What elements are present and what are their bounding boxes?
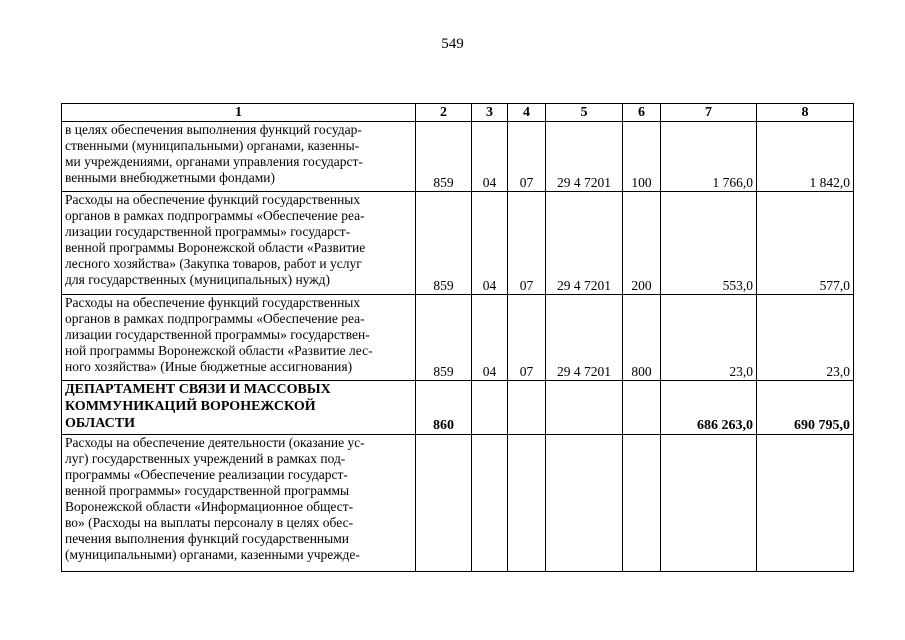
cell-amount-col8: 577,0 <box>757 192 854 295</box>
cell-expense-type: 100 <box>623 122 661 192</box>
cell-amount-col7: 686 263,0 <box>661 381 757 435</box>
department-title: ДЕПАРТАМЕНТ СВЯЗИ И МАССОВЫХ КОММУНИКАЦИЙ ВОРОНЕЖСКОЙ ОБЛАСТИ <box>62 381 416 435</box>
budget-table <box>61 103 854 572</box>
table-header-row <box>62 104 854 122</box>
table-row <box>62 295 854 381</box>
cell-agency-code: 860 <box>416 381 472 435</box>
cell-section: 04 <box>472 295 508 381</box>
department-row <box>62 381 854 435</box>
cell-amount-col7: 1 766,0 <box>661 122 757 192</box>
column-header: 6 <box>623 104 661 122</box>
page-number: 549 <box>441 36 464 52</box>
cell-expense-type <box>623 381 661 435</box>
cell-target-article <box>546 381 623 435</box>
column-header: 8 <box>757 104 854 122</box>
table-row <box>62 192 854 295</box>
column-header: 1 <box>62 104 416 122</box>
column-header: 5 <box>546 104 623 122</box>
cell-expense-type: 200 <box>623 192 661 295</box>
cell-amount-col7: 23,0 <box>661 295 757 381</box>
cell-section <box>472 381 508 435</box>
cell-agency-code: 859 <box>416 295 472 381</box>
column-header: 2 <box>416 104 472 122</box>
cell-subsection: 07 <box>508 192 546 295</box>
cell-agency-code: 859 <box>416 192 472 295</box>
cell-target-article: 29 4 7201 <box>546 122 623 192</box>
cell-amount-col8: 690 795,0 <box>757 381 854 435</box>
cell-target-article: 29 4 7201 <box>546 295 623 381</box>
cell-amount-col8 <box>757 435 854 572</box>
row-description: в целях обеспечения выполнения функций государ- ственными (муниципальными) органами, казенны- ми учреждениями, органами управления государст- венными внебюджетными фондами) <box>62 122 416 192</box>
cell-subsection <box>508 381 546 435</box>
column-header: 7 <box>661 104 757 122</box>
cell-subsection: 07 <box>508 122 546 192</box>
cell-target-article <box>546 435 623 572</box>
cell-amount-col8: 23,0 <box>757 295 854 381</box>
cell-expense-type <box>623 435 661 572</box>
column-header: 3 <box>472 104 508 122</box>
cell-subsection <box>508 435 546 572</box>
cell-section <box>472 435 508 572</box>
column-header: 4 <box>508 104 546 122</box>
cell-section: 04 <box>472 122 508 192</box>
cell-agency-code <box>416 435 472 572</box>
table-row <box>62 435 854 572</box>
cell-agency-code: 859 <box>416 122 472 192</box>
cell-amount-col7 <box>661 435 757 572</box>
row-description: Расходы на обеспечение функций государственных органов в рамках подпрограммы «Обеспечение реа- лизации государственной программы» государст- венной программы Воронежской области «Развитие лесного хозяйства» (Закупка товаров, работ и услуг для государственных (муниципальных) нужд) <box>62 192 416 295</box>
cell-target-article: 29 4 7201 <box>546 192 623 295</box>
cell-section: 04 <box>472 192 508 295</box>
cell-expense-type: 800 <box>623 295 661 381</box>
table-row <box>62 122 854 192</box>
cell-subsection: 07 <box>508 295 546 381</box>
cell-amount-col7: 553,0 <box>661 192 757 295</box>
cell-amount-col8: 1 842,0 <box>757 122 854 192</box>
row-description: Расходы на обеспечение функций государственных органов в рамках подпрограммы «Обеспечение реа- лизации государственной программы» государствен- ной программы Воронежской области «Развитие лес- ного хозяйства» (Иные бюджетные ассигнования) <box>62 295 416 381</box>
row-description: Расходы на обеспечение деятельности (оказание ус- луг) государственных учреждений в рамках под- программы «Обеспечение реализации государст- венной программы» государственной программы Воронежской области «Информационное общест- во» (Расходы на выплаты персоналу в целях обес- печения выполнения функций государственными (муниципальными) органами, казенными учрежде- <box>62 435 416 572</box>
